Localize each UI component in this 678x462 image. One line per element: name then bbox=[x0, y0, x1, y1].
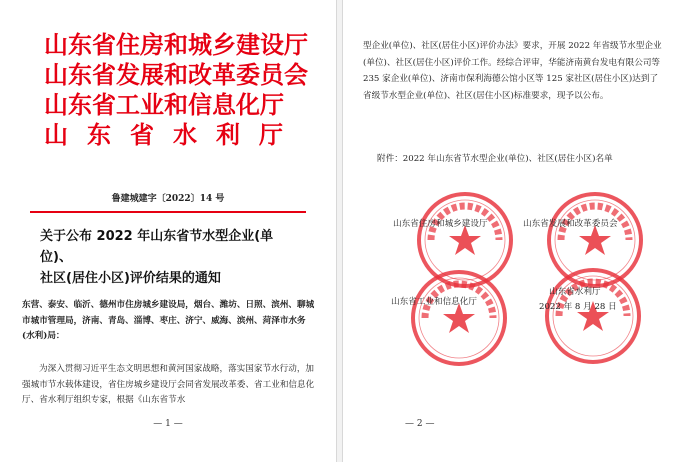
red-divider-line bbox=[30, 211, 306, 213]
document-page-2 bbox=[342, 0, 678, 462]
document-page-1 bbox=[0, 0, 337, 462]
attachment-note: 附件：2022 年山东省节水型企业(单位)、社区(居住小区)名单 bbox=[377, 154, 613, 164]
issuer-industry-department: 山东省工业和信息化厅 bbox=[44, 91, 284, 119]
signatory-water: 山东省水利厅 bbox=[549, 287, 601, 297]
document-title bbox=[40, 226, 300, 289]
signatory-industry: 山东省工业和信息化厅 bbox=[391, 297, 477, 307]
issuer-housing-department: 山东省住房和城乡建设厅 bbox=[44, 31, 308, 59]
issuer-water-department: 山东省水利厅 bbox=[44, 121, 302, 149]
page-number-2: — 2 — bbox=[405, 419, 435, 429]
signatory-housing: 山东省住房和城乡建设厅 bbox=[393, 219, 488, 229]
document-number: 鲁建城建字〔2022〕14 号 bbox=[111, 194, 225, 204]
issuing-agencies-header bbox=[44, 30, 312, 150]
issue-date: 2022 年 8 月 28 日 bbox=[539, 302, 617, 312]
official-seal-industry-icon bbox=[407, 266, 511, 370]
body-paragraph-continued: 型企业(单位)、社区(居住小区)评价办法》要求，开展 2022 年省级节水型企业(单位)、社区(居住小区)评价工作。经综合评审，华能济南黄台发电有限公司等 235 家企业(单位)、济南市保利海德公馆小区等 125 家社区(居住小区)达到了省级节水型企业(单位)、社区(居住小区)标准要求，现予以公布。 bbox=[363, 41, 662, 101]
page-number-1: — 1 — bbox=[153, 419, 183, 429]
title-line-1: 关于公布 2022 年山东省节水型企业(单位)、 bbox=[40, 229, 274, 265]
title-line-2: 社区(居住小区)评价结果的通知 bbox=[40, 271, 221, 286]
issuer-development-commission: 山东省发展和改革委员会 bbox=[44, 61, 308, 89]
body-paragraph-start: 为深入贯彻习近平生态文明思想和黄河国家战略，落实国家节水行动，加强城市节水载体建设，省住房城乡建设厅会同省发展改革委、省工业和信息化厅、省水利厅组织专家，根据《山东省节水 bbox=[22, 364, 315, 405]
official-seal-water-icon bbox=[541, 264, 645, 368]
signatory-development: 山东省发展和改革委员会 bbox=[523, 219, 618, 229]
addressee-text: 东营、泰安、临沂、德州市住房城乡建设局，烟台、潍坊、日照、滨州、聊城市城市管理局，济南、青岛、淄博、枣庄、济宁、威海、滨州、菏泽市水务(水利)局： bbox=[22, 300, 315, 341]
